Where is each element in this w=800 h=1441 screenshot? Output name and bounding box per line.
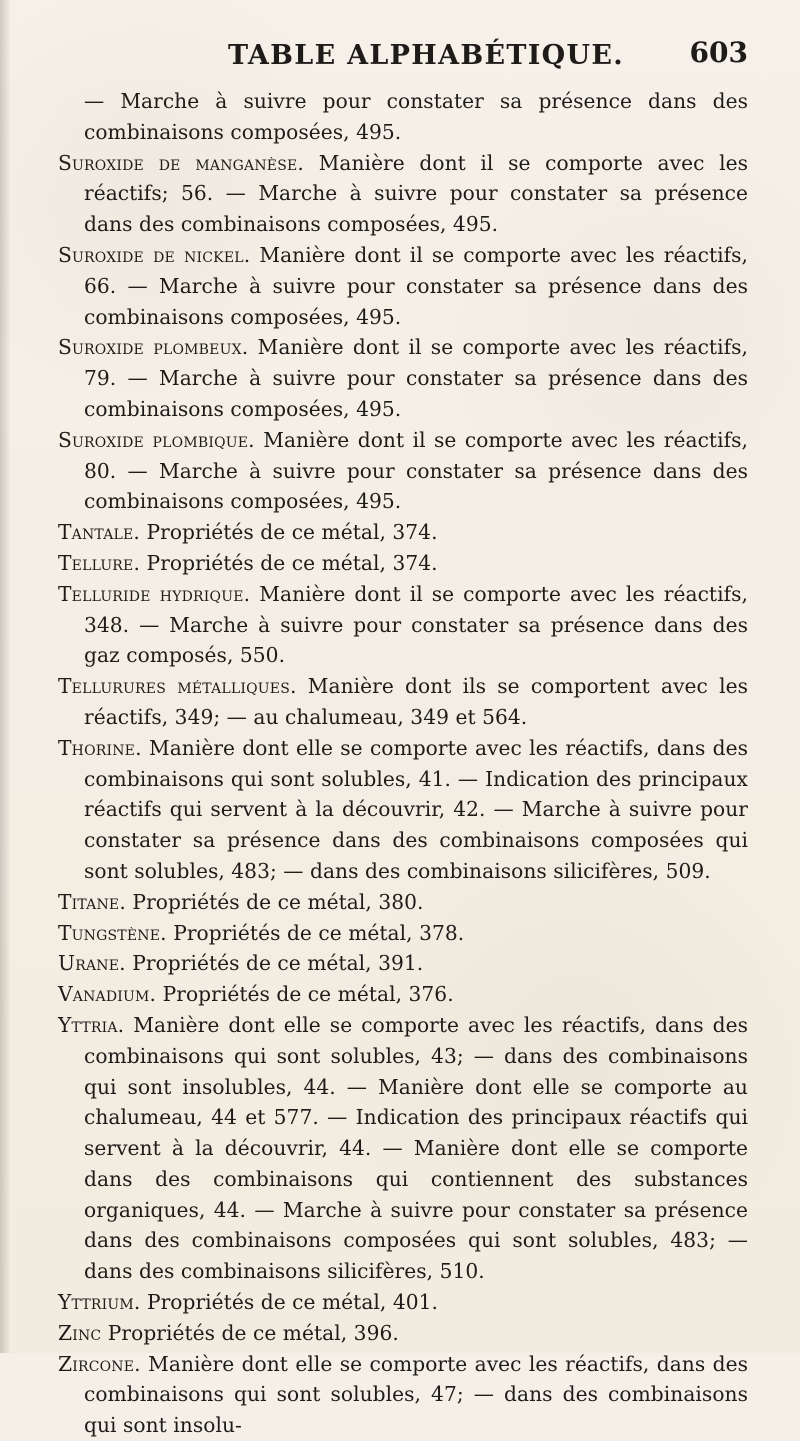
entry-text: Propriétés de ce métal, 391. (125, 951, 424, 976)
entry-text: Manière dont elle se comporte avec les réactifs, dans des combinaisons qui sont solubles, 41. — Indication des principaux réactifs qui servent à la découvrir, 42. — Marche à suivre pour constater sa présence dans des combinaisons composées qui sont solubles, 483; — dans des combinaisons silicifères, 509. (84, 735, 748, 883)
entry-text: Manière dont elle se comporte avec les réactifs, dans des combinaisons qui sont solubles, 43; — dans des combinaisons qui sont insolubles, 44. — Manière dont elle se comporte au chalumeau, 44 et 577. — Indication des principaux réactifs qui servent à la découvrir, 44. — Manière dont elle se comporte dans des combinaisons qui contiennent des substances organiques, 44. — Marche à suivre pour constater sa présence dans des combinaisons composées qui sont solubles, 483; — dans des combinaisons silicifères, 510. (84, 1012, 748, 1284)
entry-term: Zinc (58, 1320, 102, 1345)
entry-text: Propriétés de ce métal, 380. (125, 889, 424, 914)
index-entry (58, 671, 748, 733)
entry-term: Tellure. (58, 550, 141, 575)
index-entry (58, 1010, 748, 1287)
entry-text: Propriétés de ce métal, 374. (140, 520, 438, 545)
index-entry (58, 1349, 748, 1441)
index-entry (58, 579, 748, 671)
entry-text: Manière dont elle se comporte avec les réactifs, dans des combinaisons qui sont solubles, 47; — dans des combinaisons qui sont insolu- (84, 1351, 748, 1438)
entry-text: Propriétés de ce métal, 401. (140, 1290, 439, 1315)
entry-term: Yttrium. (58, 1290, 141, 1315)
index-entries (58, 86, 748, 1441)
index-entry (58, 1287, 748, 1318)
entry-text: Propriétés de ce métal, 396. (101, 1320, 399, 1345)
entry-text: Propriétés de ce métal, 378. (166, 920, 465, 945)
entry-text: Propriétés de ce métal, 376. (156, 982, 454, 1007)
entry-text: Manière dont il se comporte avec les réactifs; 56. — Marche à suivre pour constater sa présence dans des combinaisons composées, 495. (84, 150, 748, 237)
entry-term: Thorine. (58, 735, 142, 760)
entry-text: Manière dont il se comporte avec les réactifs, 66. — Marche à suivre pour constater sa présence dans des combinaisons composées, 495. (84, 242, 749, 329)
entry-term: Suroxide plombeux. (58, 335, 249, 360)
entry-term: Yttria. (58, 1012, 125, 1037)
index-entry (58, 240, 748, 332)
index-entry (58, 517, 748, 548)
page-title: TABLE ALPHABÉTIQUE. (228, 40, 624, 71)
entry-text: Propriétés de ce métal, 374. (140, 550, 438, 575)
page-edge-shadow (0, 0, 10, 1353)
index-entry (58, 918, 748, 949)
index-entry (58, 948, 748, 979)
entry-term: Tellurures métalliques. (58, 674, 297, 699)
entry-term: Telluride hydrique. (58, 581, 251, 606)
entry-text: Manière dont ils se comportent avec les réactifs, 349; — au chalumeau, 349 et 564. (84, 674, 748, 729)
index-entry (58, 332, 748, 424)
index-entry (58, 425, 748, 517)
entry-term: Tantale. (58, 520, 141, 545)
entry-text: Manière dont il se comporte avec les réactifs, 79. — Marche à suivre pour constater sa présence dans des combinaisons composées, 495. (84, 335, 748, 421)
page-header (58, 38, 748, 80)
entry-term: Urane. (58, 951, 126, 976)
index-entry (58, 733, 748, 887)
index-entry (58, 887, 748, 918)
entry-term: Tungstène. (58, 920, 167, 945)
index-entry (58, 86, 748, 148)
entry-term: Suroxide plombique. (58, 427, 255, 452)
entry-term: Vanadium. (58, 982, 157, 1007)
index-entry (58, 148, 748, 240)
entry-term: Suroxide de manganèse. (58, 150, 305, 175)
entry-term: Suroxide de nickel. (58, 242, 251, 267)
entry-term: Zircone. (58, 1351, 141, 1376)
index-entry (58, 1318, 748, 1349)
entry-text: Manière dont il se comporte avec les réactifs, 348. — Marche à suivre pour constater sa présence dans des gaz composés, 550. (84, 581, 748, 668)
entry-term: Titane. (58, 889, 126, 914)
page-number: 603 (689, 36, 748, 69)
index-entry (58, 548, 748, 579)
entry-text: — Marche à suivre pour constater sa présence dans des combinaisons composées, 495. (84, 89, 748, 144)
entry-text: Manière dont il se comporte avec les réactifs, 80. — Marche à suivre pour constater sa présence dans des combinaisons composées, 495. (84, 427, 748, 514)
index-entry (58, 979, 748, 1010)
